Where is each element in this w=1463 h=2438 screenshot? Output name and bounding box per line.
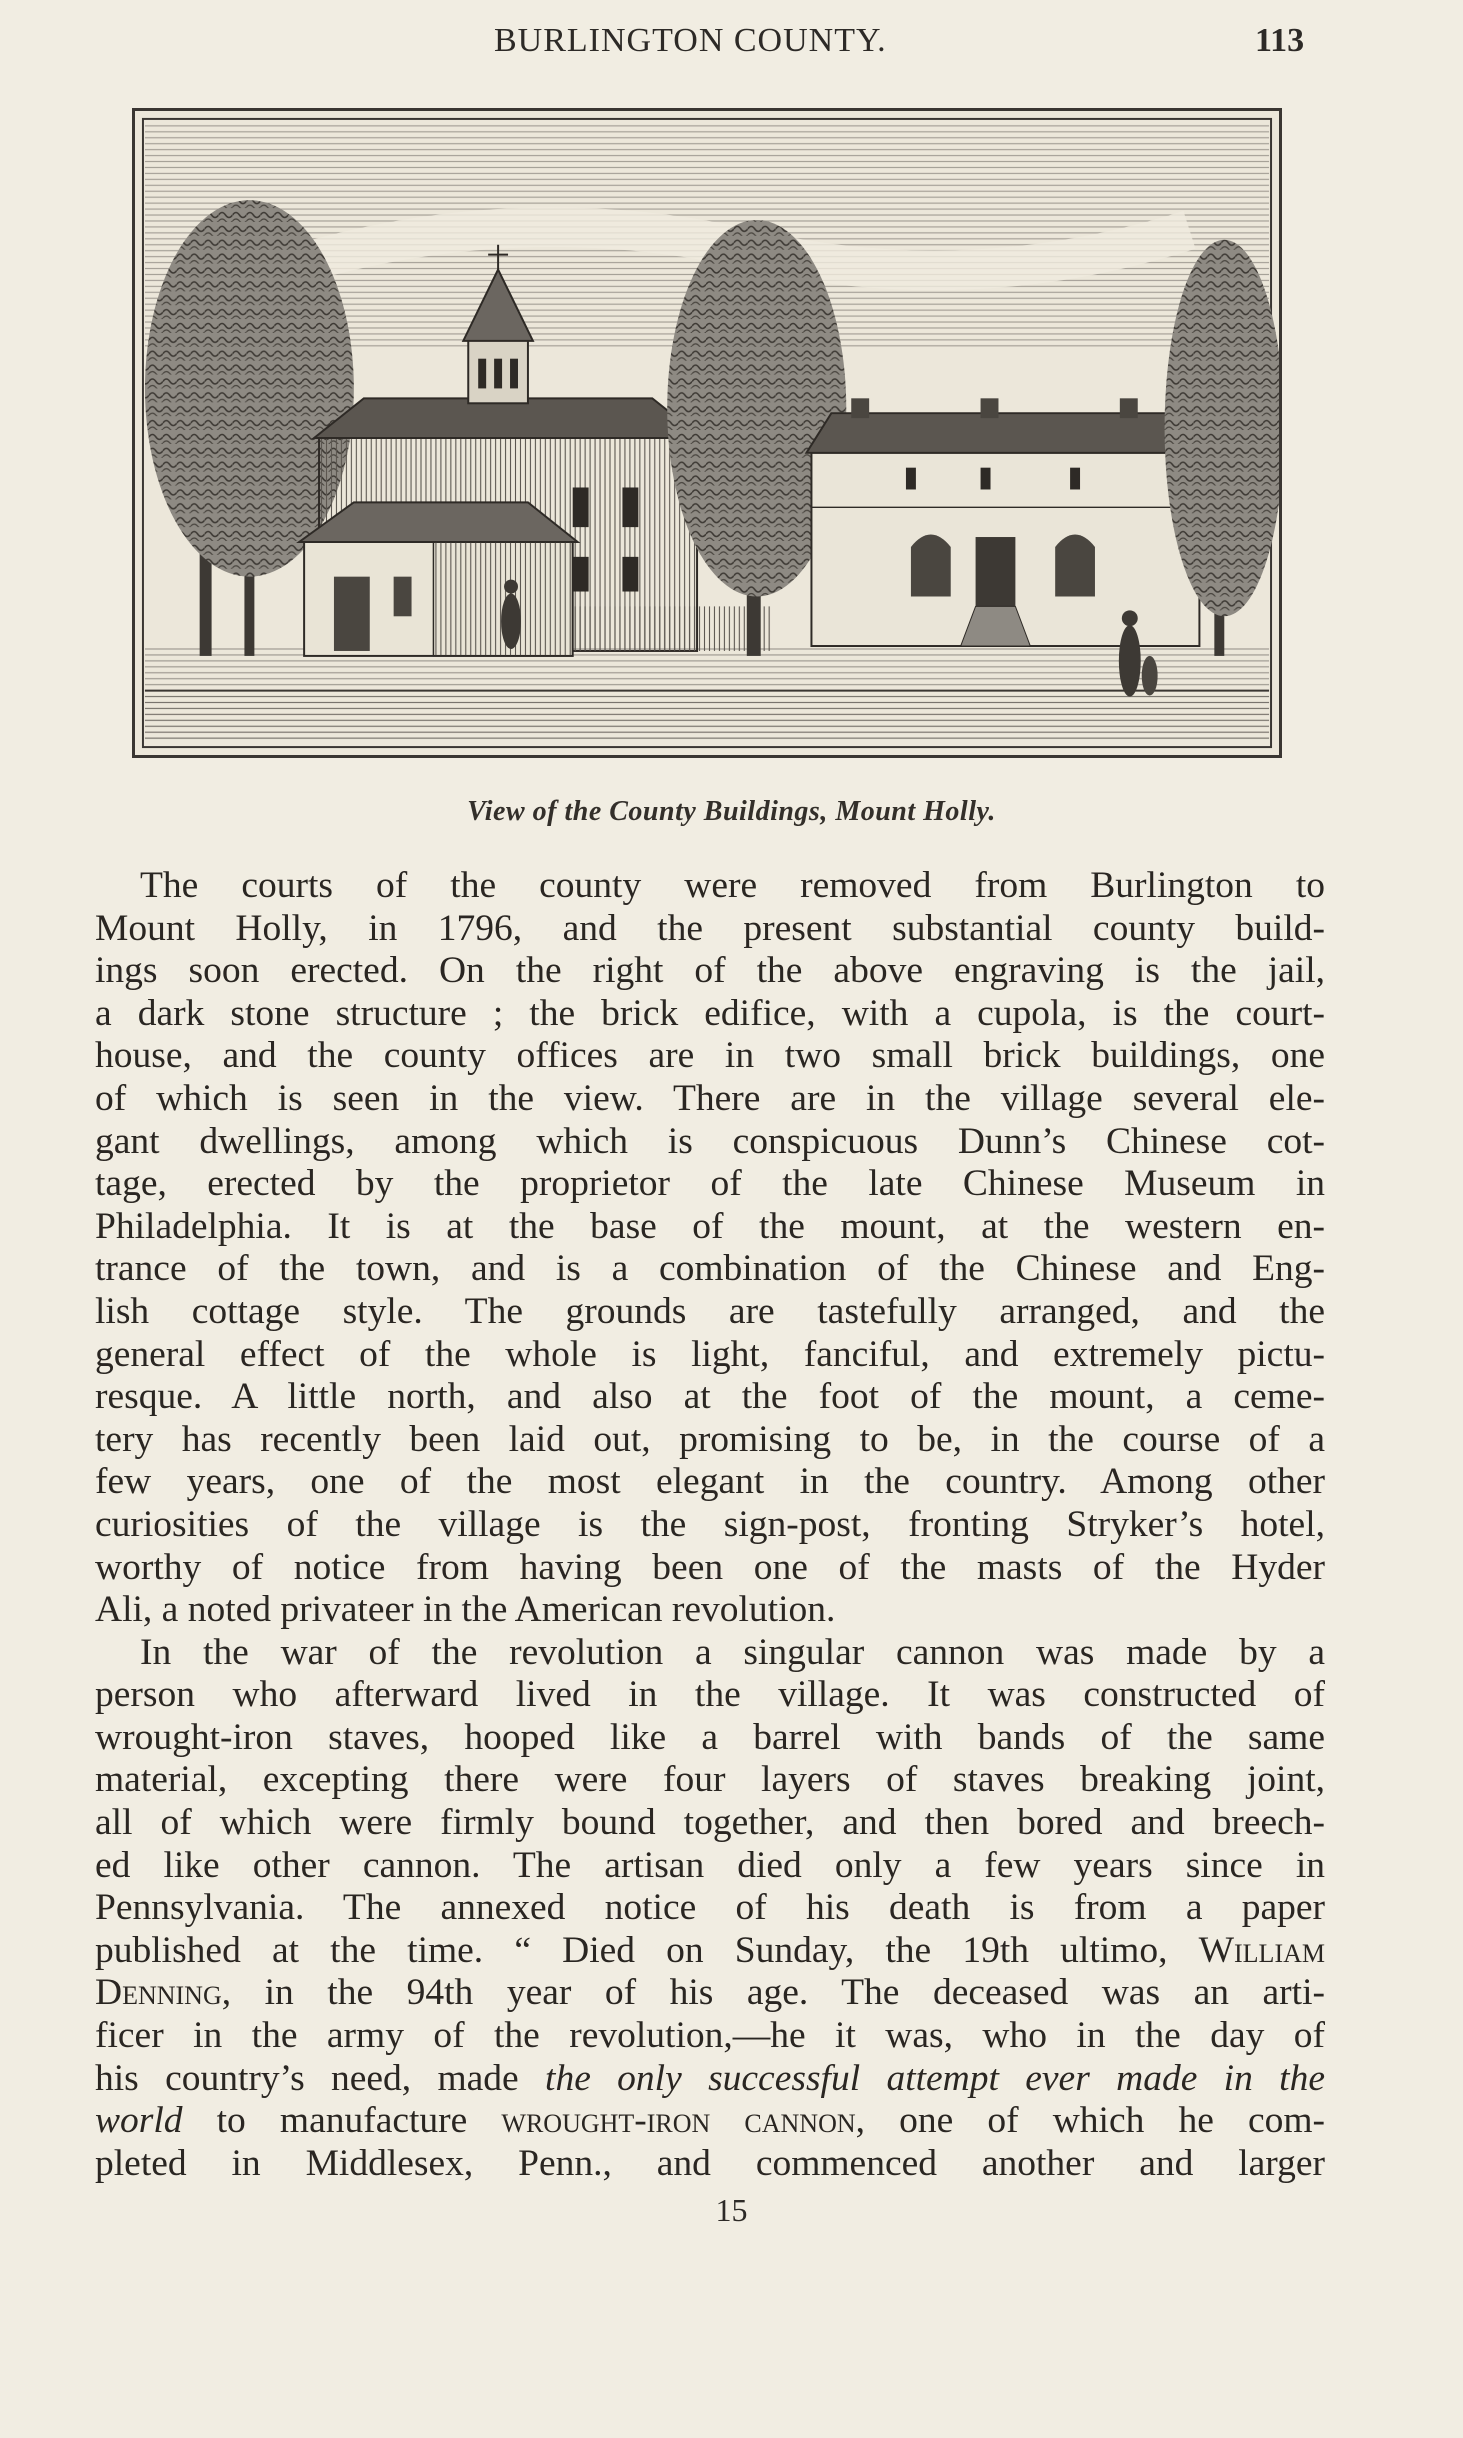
text-line: lish cottage style. The grounds are tastefully arranged, and the bbox=[95, 1290, 1325, 1332]
small-caps-name: William bbox=[1198, 1929, 1325, 1971]
small-caps-phrase: wrought-iron cannon bbox=[501, 2100, 856, 2142]
text-run: , one of which he com- bbox=[855, 2100, 1325, 2142]
text-line: few years, one of the most elegant in the country. Among other bbox=[95, 1461, 1325, 1503]
text-line bbox=[95, 2100, 1325, 2143]
text-line: Philadelphia. It is at the base of the mount, at the western en- bbox=[95, 1205, 1325, 1247]
text-line: ed like other cannon. The artisan died only a few years since in bbox=[95, 1844, 1325, 1886]
text-line: of which is seen in the view. There are in the village several ele- bbox=[95, 1077, 1325, 1119]
text-line: Mount Holly, in 1796, and the present substantial county build- bbox=[95, 907, 1325, 949]
text-line: wrought-iron staves, hooped like a barrel with bands of the same bbox=[95, 1716, 1325, 1758]
text-line: all of which were firmly bound together, and then bored and breech- bbox=[95, 1802, 1325, 1844]
text-line: worthy of notice from having been one of the masts of the Hyder bbox=[95, 1546, 1325, 1588]
text-run: published at the time. “ Died on Sunday, the 19th ultimo, bbox=[95, 1929, 1199, 1971]
text-run: his country’s need, made bbox=[95, 2057, 546, 2099]
text-line bbox=[95, 1972, 1325, 2015]
text-line: Pennsylvania. The annexed notice of his death is from a paper bbox=[95, 1887, 1325, 1929]
running-head bbox=[0, 22, 1463, 62]
page-number: 113 bbox=[1255, 22, 1305, 59]
small-caps-name: Denning bbox=[95, 1972, 222, 2014]
text-line: material, excepting there were four layers of staves breaking joint, bbox=[95, 1759, 1325, 1801]
text-line: gant dwellings, among which is conspicuous Dunn’s Chinese cot- bbox=[95, 1120, 1325, 1162]
text-line: ficer in the army of the revolution,—he it was, who in the day of bbox=[95, 2015, 1325, 2057]
text-run: , in the 94th year of his age. The deceased was an arti- bbox=[221, 1972, 1325, 2014]
signature-mark: 15 bbox=[715, 2192, 748, 2228]
text-line: general effect of the whole is light, fanciful, and extremely pictu- bbox=[95, 1333, 1325, 1375]
text-line: trance of the town, and is a combination of the Chinese and Eng- bbox=[95, 1248, 1325, 1290]
running-title: BURLINGTON COUNTY. bbox=[494, 22, 887, 59]
text-line: curiosities of the village is the sign-post, fronting Stryker’s hotel, bbox=[95, 1503, 1325, 1545]
italic-emphasis: the only successful attempt ever made in the bbox=[545, 2057, 1325, 2099]
italic-emphasis: world bbox=[95, 2100, 183, 2142]
text-line: pleted in Middlesex, Penn., and commenced another and larger bbox=[95, 2142, 1325, 2184]
text-line: ings soon erected. On the right of the above engraving is the jail, bbox=[95, 950, 1325, 992]
text-line: a dark stone structure ; the brick edifice, with a cupola, is the court- bbox=[95, 992, 1325, 1034]
text-line: The courts of the county were removed from Burlington to bbox=[140, 865, 1325, 906]
text-line: In the war of the revolution a singular cannon was made by a bbox=[140, 1631, 1325, 1673]
text-line bbox=[95, 1930, 1325, 1973]
engraving-illustration bbox=[132, 108, 1282, 758]
text-line: house, and the county offices are in two small brick buildings, one bbox=[95, 1035, 1325, 1077]
figure-caption: View of the County Buildings, Mount Holly. bbox=[467, 796, 996, 827]
text-run: to manufacture bbox=[182, 2100, 502, 2142]
text-line: person who afterward lived in the village. It was constructed of bbox=[95, 1674, 1325, 1716]
body-text bbox=[95, 865, 1325, 2185]
text-line: tage, erected by the proprietor of the late Chinese Museum in bbox=[95, 1163, 1325, 1205]
text-line: tery has recently been laid out, promising to be, in the course of a bbox=[95, 1418, 1325, 1460]
text-line: Ali, a noted privateer in the American revolution. bbox=[95, 1589, 836, 1631]
text-line: resque. A little north, and also at the foot of the mount, a ceme- bbox=[95, 1376, 1325, 1418]
text-line bbox=[95, 2058, 1325, 2101]
